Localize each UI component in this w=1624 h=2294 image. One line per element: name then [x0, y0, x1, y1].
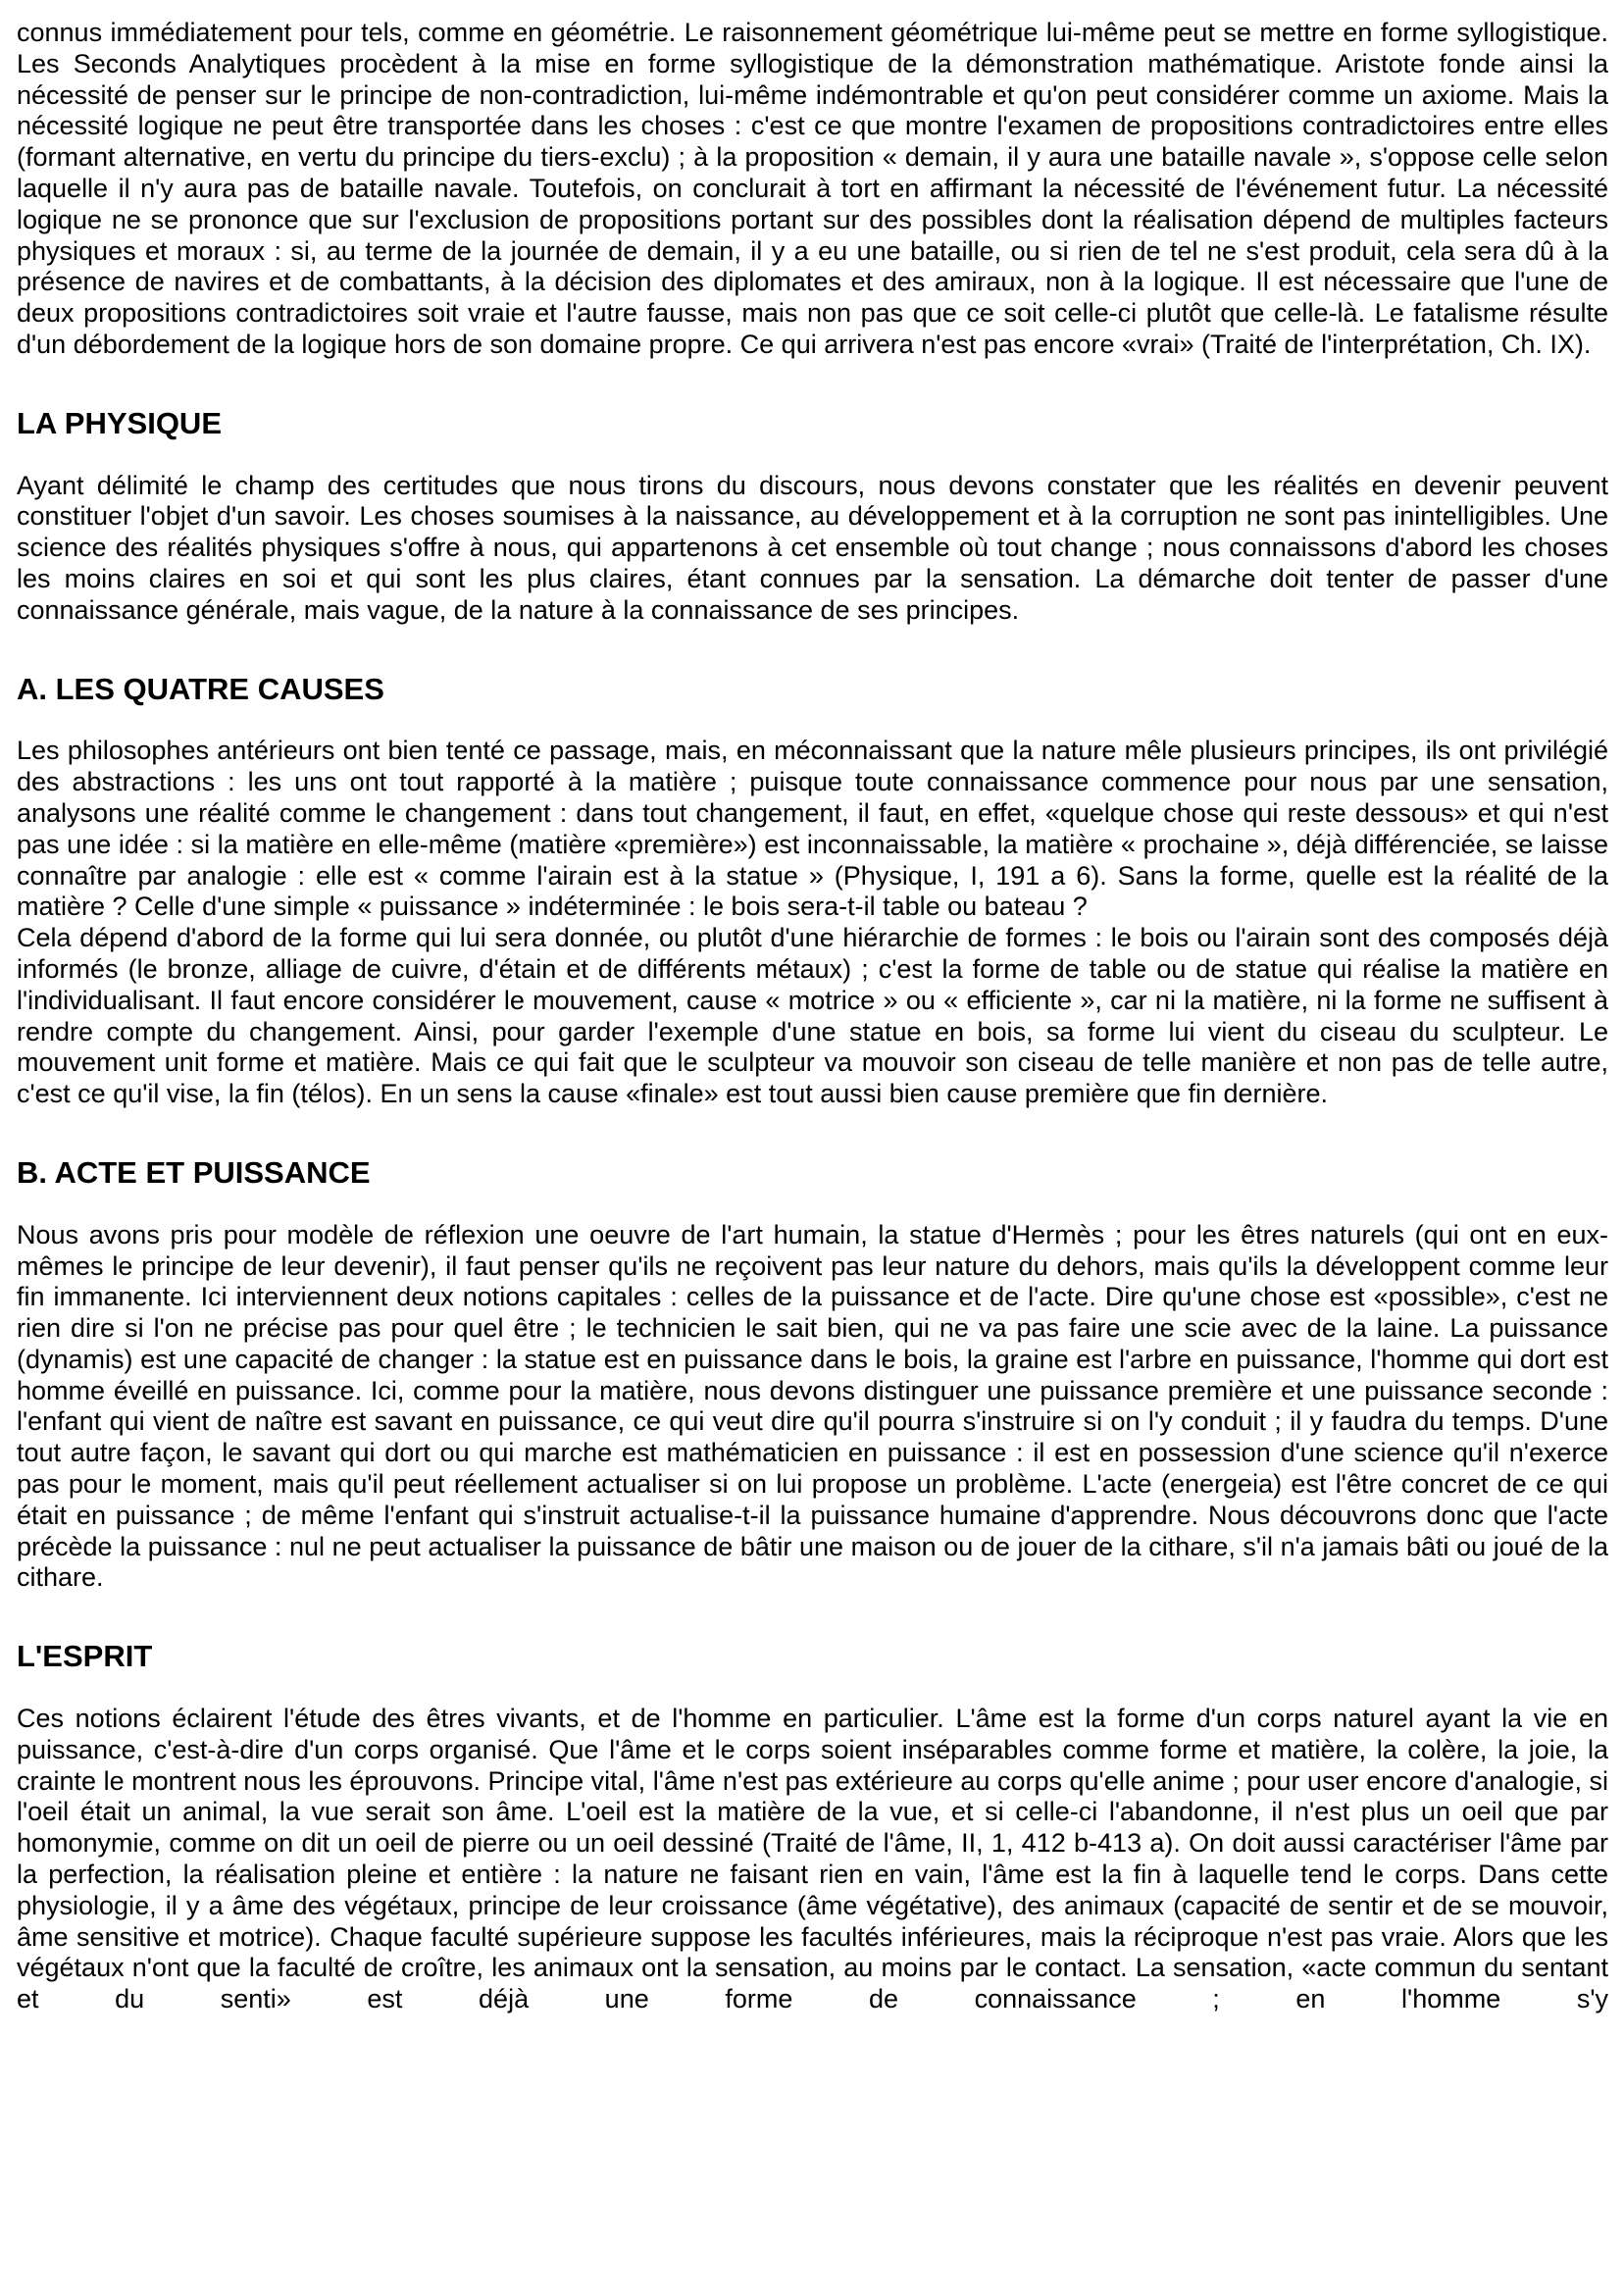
paragraph-acte-et-puissance: Nous avons pris pour modèle de réflexion une oeuvre de l'art humain, la statue d'Hermès ; pour les êtres naturels (qui ont en eux-mêmes le principe de leur devenir), il faut penser qu'ils ne reçoivent pas leur nature du dehors, mais qu'ils la développent comme leur fin immanente. Ici interviennent deux notions capitales : celles de la puissance et de l'acte. Dire qu'une chose est «possible», c'est ne rien dire si l'on ne précise pas pour quel être ; le technicien le sait bien, qui ne va pas faire une scie avec de la laine. La puissance (dynamis) est une capacité de changer : la statue est en puissance dans le bois, la graine est l'arbre en puissance, l'homme qui dort est homme éveillé en puissance. Ici, comme pour la matière, nous devons distinguer une puissance première et une puissance seconde : l'enfant qui vient de naître est savant en puissance, ce qui veut dire qu'il pourra s'instruire si on l'y conduit ; il y faudra du temps. D'une tout autre façon, le savant qui dort ou qui marche est mathématicien en puissance : il est en possession d'une science qu'il n'exerce pas pour le moment, mais qu'il peut réellement actualiser si on lui propose un problème. L'acte (energeia) est l'être concret de ce qui était en puissance ; de même l'enfant qui s'instruit actualise-t-il la puissance humaine d'apprendre. Nous découvrons donc que l'acte précède la puissance : nul ne peut actualiser la puissance de bâtir une maison ou de jouer de la cithare, s'il n'a jamais bâti ou joué de la cithare. [17, 1219, 1608, 1593]
paragraph-quatre-causes-2: Cela dépend d'abord de la forme qui lui sera donnée, ou plutôt d'une hiérarchie de formes : le bois ou l'airain sont des composés déjà informés (le bronze, alliage de cuivre, d'étain et de différents métaux) ; c'est la forme de table ou de statue qui réalise la matière en l'individualisant. Il faut encore considérer le mouvement, cause « motrice » ou « efficiente », car ni la matière, ni la forme ne suffisent à rendre compte du changement. Ainsi, pour garder l'exemple d'une statue en bois, sa forme lui vient du ciseau du sculpteur. Le mouvement unit forme et matière. Mais ce qui fait que le sculpteur va mouvoir son ciseau de telle manière et non pas de telle autre, c'est ce qu'il vise, la fin (télos). En un sens la cause «finale» est tout aussi bien cause première que fin dernière. [17, 923, 1608, 1109]
heading-la-physique: LA PHYSIQUE [17, 405, 222, 440]
heading-acte-et-puissance: B. ACTE ET PUISSANCE [17, 1154, 371, 1190]
paragraph-quatre-causes-1: Les philosophes antérieurs ont bien tenté ce passage, mais, en méconnaissant que la nature mêle plusieurs principes, ils ont privilégié des abstractions : les uns ont tout rapporté à la matière ; puisque toute connaissance commence pour nous par une sensation, analysons une réalité comme le changement : dans tout changement, il faut, en effet, «quelque chose qui reste dessous» et qui n'est pas une idée : si la matière en elle-même (matière «première») est inconnaissable, la matière « prochaine », déjà différenciée, se laisse connaître par analogie : elle est « comme l'airain est à la statue » (Physique, I, 191 a 6). Sans la forme, quelle est la réalité de la matière ? Celle d'une simple « puissance » indéterminée : le bois sera-t-il table ou bateau ? [17, 736, 1608, 922]
heading-les-quatre-causes: A. LES QUATRE CAUSES [17, 671, 384, 706]
paragraph-logic-continuation: connus immédiatement pour tels, comme en géométrie. Le raisonnement géométrique lui-même peut se mettre en forme syllogistique. Les Seconds Analytiques procèdent à la mise en forme syllogistique de la démonstration mathématique. Aristote fonde ainsi la nécessité de penser sur le principe de non-contradiction, lui-même indémontrable et qu'on peut considérer comme un axiome. Mais la nécessité logique ne peut être transportée dans les choses : c'est ce que montre l'examen de propositions contradictoires entre elles (formant alternative, en vertu du principe du tiers-exclu) ; à la proposition « demain, il y aura une bataille navale », s'oppose celle selon laquelle il n'y aura pas de bataille navale. Toutefois, on conclurait à tort en affirmant la nécessité de l'événement futur. La nécessité logique ne se prononce que sur l'exclusion de propositions portant sur des possibles dont la réalisation dépend de multiples facteurs physiques et moraux : si, au terme de la journée de demain, il y a eu une bataille, ou si rien de tel ne s'est produit, cela sera dû à la présence de navires et de combattants, à la décision des diplomates et des amiraux, non à la logique. Il est nécessaire que l'une de deux propositions contradictoires soit vraie et l'autre fausse, mais non pas que ce soit celle-ci plutôt que celle-là. Le fatalisme résulte d'un débordement de la logique hors de son domaine propre. Ce qui arrivera n'est pas encore «vrai» (Traité de l'interprétation, Ch. IX). [17, 18, 1608, 359]
paragraph-l-esprit: Ces notions éclairent l'étude des êtres vivants, et de l'homme en particulier. L'âme est la forme d'un corps naturel ayant la vie en puissance, c'est-à-dire d'un corps organisé. Que l'âme et le corps soient inséparables comme forme et matière, la colère, la joie, la crainte le montrent nous les éprouvons. Principe vital, l'âme n'est pas extérieure au corps qu'elle anime ; pour user encore d'analogie, si l'oeil était un animal, la vue serait son âme. L'oeil est la matière de la vue, et si celle-ci l'abandonne, il n'est plus un oeil que par homonymie, comme on dit un oeil de pierre ou un oeil dessiné (Traité de l'âme, II, 1, 412 b-413 a). On doit aussi caractériser l'âme par la perfection, la réalisation pleine et entière : la nature ne faisant rien en vain, l'âme est la fin à laquelle tend le corps. Dans cette physiologie, il y a âme des végétaux, principe de leur croissance (âme végétative), des animaux (capacité de sentir et de se mouvoir, âme sensitive et motrice). Chaque faculté supérieure suppose les facultés inférieures, mais la réciproque n'est pas vraie. Alors que les végétaux n'ont que la faculté de croître, les animaux ont la sensation, au moins par le contact. La sensation, «acte commun du sentant et du senti» est déjà une forme de connaissance ; en l'homme s'y [17, 1704, 1608, 2014]
paragraph-la-physique: Ayant délimité le champ des certitudes que nous tirons du discours, nous devons constater que les réalités en devenir peuvent constituer l'objet d'un savoir. Les choses soumises à la naissance, au développement et à la corruption ne sont pas inintelligibles. Une science des réalités physiques s'offre à nous, qui appartenons à cet ensemble où tout change ; nous connaissons d'abord les choses les moins claires en soi et qui sont les plus claires, étant connues par la sensation. La démarche doit tenter de passer d'une connaissance générale, mais vague, de la nature à la connaissance de ses principes. [17, 470, 1608, 625]
heading-l-esprit: L'ESPRIT [17, 1639, 153, 1674]
